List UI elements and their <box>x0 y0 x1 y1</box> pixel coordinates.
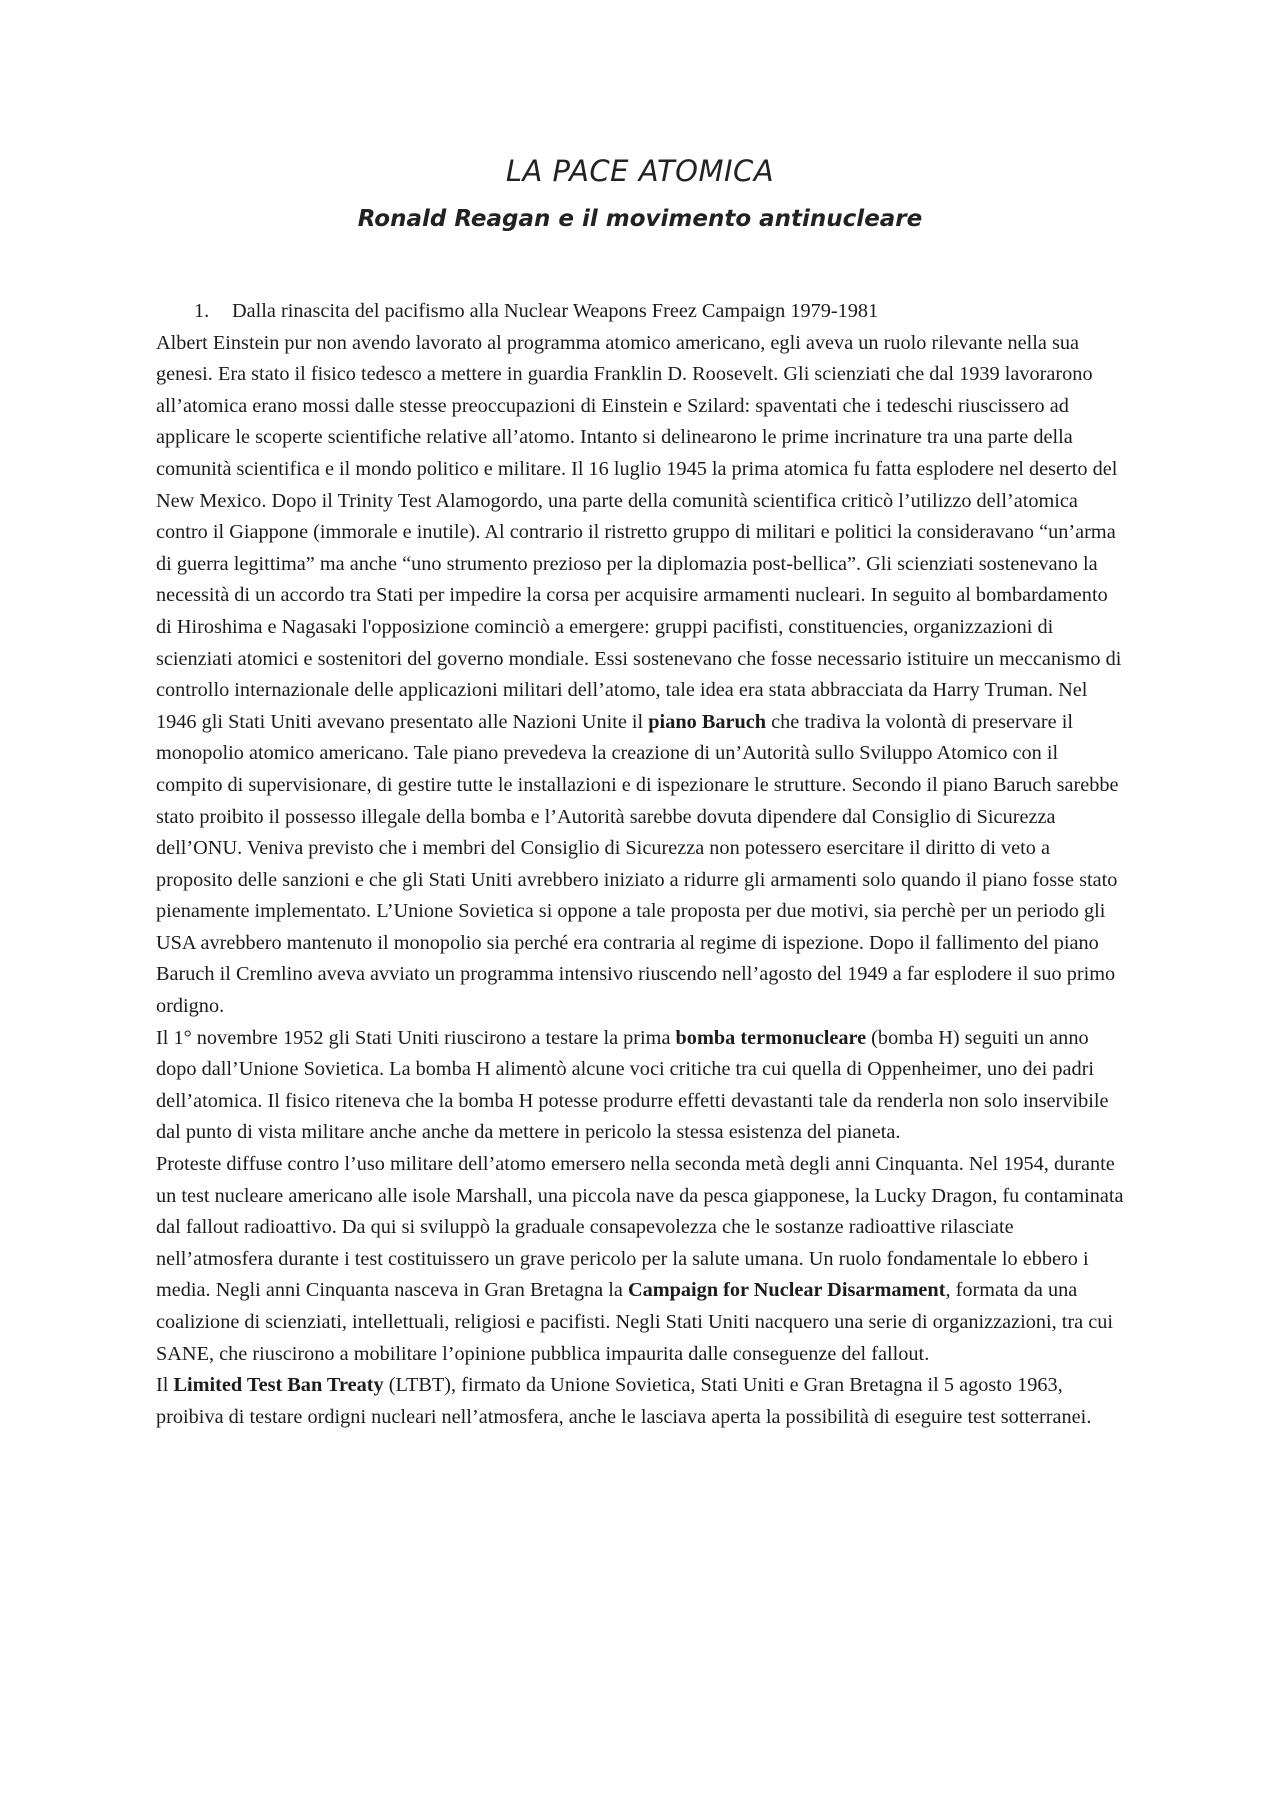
paragraph-3-text-a: Proteste diffuse contro l’uso militare dell’atomo emersero nella seconda metà degli anni Cinquanta. Nel 1954, durante un test nucleare americano alle isole Marshall, una piccola nave da pesca giapponese, la Lucky Dragon, fu contaminata dal fallout radioattivo. Da qui si sviluppò la graduale consapevolezza che le sostanze radioattive rilasciate nell’atmosfera durante i test costituissero un grave pericolo per la salute umana. Un ruolo fondamentale lo ebbero i media. Negli anni Cinquanta nasceva in Gran Bretagna la <box>156 1153 1124 1302</box>
section-title: Dalla rinascita del pacifismo alla Nuclear Weapons Freez Campaign 1979-1981 <box>232 300 879 322</box>
paragraph-1 <box>156 328 1124 1023</box>
section-number: 1. <box>194 300 210 322</box>
paragraph-3-bold-term: Campaign for Nuclear Disarmament <box>627 1279 946 1302</box>
document-subtitle: Ronald Reagan e il movimento antinucleare <box>357 206 923 232</box>
paragraph-1-text-a: Albert Einstein pur non avendo lavorato al programma atomico americano, egli aveva un ruolo rilevante nella sua genesi. Era stato il fisico tedesco a mettere in guardia Franklin D. Roosevelt. Gli scienziati che dal 1939 lavorarono all’atomica erano mossi dalle stesse preoccupazioni di Einstein e Szilard: spaventati che i tedeschi riuscissero ad applicare le scoperte scientifiche relative all’atomo. Intanto si delinearono le prime incrinature tra una parte della comunità scientifica e il mondo politico e militare. Il 16 luglio 1945 la prima atomica fu fatta esplodere nel deserto del New Mexico. Dopo il Trinity Test Alamogordo, una parte della comunità scientifica criticò l’utilizzo dell’atomica contro il Giappone (immorale e inutile). Al contrario il ristretto gruppo di militari e politici la consideravano “un’arma di guerra legittima” ma anche “uno strumento prezioso per la diplomazia post-bellica”. Gli scienziati sostenevano la necessità di un accordo tra Stati per impedire la corsa per acquisire armamenti nucleari. In seguito al bombardamento di Hiroshima e Nagasaki l'opposizione cominciò a emergere: gruppi pacifisti, constituencies, organizzazioni di scienziati atomici e sostenitori del governo mondiale. Essi sostenevano che fosse necessario istituire un meccanismo di controllo internazionale delle applicazioni militari dell’atomo, tale idea era stata abbracciata da Harry Truman. Nel 1946 gli Stati Uniti avevano presentato alle Nazioni Unite il <box>156 331 1122 733</box>
paragraph-4 <box>156 1370 1124 1433</box>
paragraph-2-text-a: Il 1° novembre 1952 gli Stati Uniti riuscirono a testare la prima <box>156 1026 676 1049</box>
paragraph-2 <box>156 1023 1124 1149</box>
paragraph-2-text-b: (bomba H) seguiti un anno dopo dall’Unione Sovietica. La bomba H alimentò alcune voci critiche tra cui quella di Oppenheimer, uno dei padri dell’atomica. Il fisico riteneva che la bomba H potesse produrre effetti devastanti tale da renderla non solo inservibile dal punto di vista militare anche anche da mettere in pericolo la stessa esistenza del pianeta. <box>156 1026 1109 1144</box>
paragraph-1-text-b: che tradiva la volontà di preservare il monopolio atomico americano. Tale piano prevedeva la creazione di un’Autorità sullo Sviluppo Atomico con il compito di supervisionare, di gestire tutte le installazioni e di ispezionare le strutture. Secondo il piano Baruch sarebbe stato proibito il possesso illegale della bomba e l’Autorità sarebbe dovuta dipendere dal Consiglio di Sicurezza dell’ONU. Veniva previsto che i membri del Consiglio di Sicurezza non potessero esercitare il diritto di veto a proposito delle sanzioni e che gli Stati Uniti avrebbero iniziato a ridurre gli armamenti solo quando il piano fosse stato pienamente implementato. L’Unione Sovietica si oppone a tale proposta per due motivi, sia perchè per un periodo gli USA avrebbero mantenuto il monopolio sia perché era contraria al regime di ispezione. Dopo il fallimento del piano Baruch il Cremlino aveva avviato un programma intensivo riuscendo nell’agosto del 1949 a far esplodere il suo primo ordigno. <box>156 710 1119 1018</box>
paragraph-3-text-b: , formata da una coalizione di scienziati, intellettuali, religiosi e pacifisti. Negli Stati Uniti nacquero una serie di organizzazioni, tra cui SANE, che riuscirono a mobilitare l’opinione pubblica impaurita dalle conseguenze del fallout. <box>156 1279 1114 1365</box>
paragraph-4-text-b: (LTBT), firmato da Unione Sovietica, Stati Uniti e Gran Bretagna il 5 agosto 1963, proibiva di testare ordigni nucleari nell’atmosfera, anche le lasciava aperta la possibilità di eseguire test sotterranei. <box>156 1374 1092 1428</box>
paragraph-1-bold-term: piano Baruch <box>648 710 767 733</box>
section-heading <box>156 296 1124 328</box>
paragraph-4-text-a: Il <box>156 1374 174 1397</box>
paragraph-2-bold-term: bomba termonucleare <box>675 1026 867 1049</box>
paragraph-4-bold-term: Limited Test Ban Treaty <box>173 1374 384 1397</box>
paragraph-3 <box>156 1149 1124 1370</box>
document-body <box>156 296 1124 1433</box>
document-title: LA PACE ATOMICA <box>505 154 775 188</box>
